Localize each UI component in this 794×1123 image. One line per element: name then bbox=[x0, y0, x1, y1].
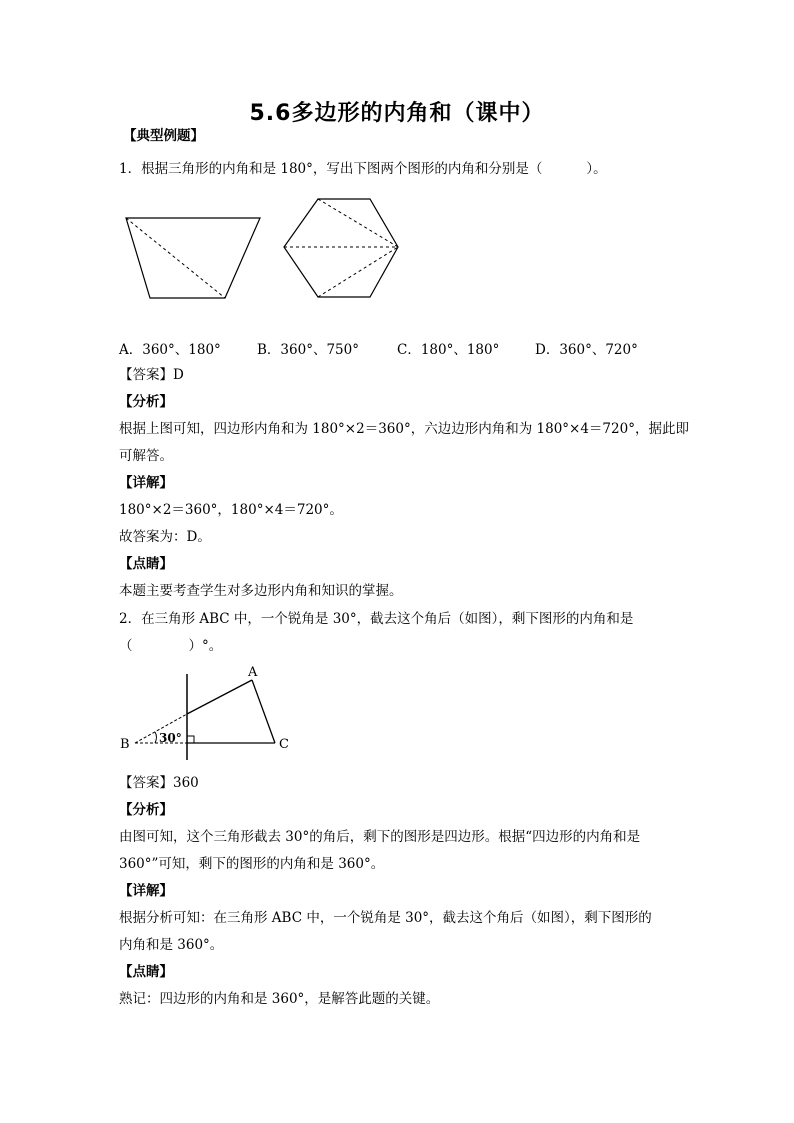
q1-option-b: B．360°、750° bbox=[257, 342, 359, 358]
q1-analysis-line-2: 可解答。 bbox=[119, 448, 173, 464]
q2-detail-line-2: 内角和是 360°。 bbox=[119, 937, 224, 953]
q1-stem-before: 1．根据三角形的内角和是 180°，写出下图两个图形的内角和分别是（ bbox=[119, 161, 543, 177]
q1-comment-label: 【点睛】 bbox=[119, 556, 173, 572]
q2-analysis-label: 【分析】 bbox=[119, 802, 173, 818]
q2-stem-line-1: 2．在三角形 ABC 中，一个锐角是 30°，截去这个角后（如图），剩下图形的内角和是 bbox=[119, 611, 634, 627]
hexagon-diagonal-3 bbox=[318, 247, 398, 297]
q2-detail-line-1: 根据分析可知：在三角形 ABC 中，一个锐角是 30°，截去这个角后（如图），剩下图形的 bbox=[119, 910, 652, 926]
q1-stem bbox=[119, 160, 679, 178]
q2-detail-label: 【详解】 bbox=[119, 883, 173, 899]
q2-analysis-line-1: 由图可知，这个三角形截去 30°的角后，剩下的图形是四边形。根据“四边形的内角和是 bbox=[119, 829, 641, 845]
trapezoid-outline bbox=[126, 218, 260, 298]
q2-paren-close: ）°。 bbox=[188, 638, 223, 654]
q1-option-a: A．360°、180° bbox=[119, 342, 221, 358]
page-title: 5.6多边形的内角和（课中） bbox=[249, 101, 545, 126]
label-vertex-c: C bbox=[279, 737, 289, 752]
q1-analysis-label: 【分析】 bbox=[119, 394, 173, 410]
q1-hexagon-figure bbox=[278, 195, 408, 305]
hexagon-outline bbox=[284, 199, 398, 297]
trapezoid-diagonal bbox=[126, 218, 225, 298]
q1-option-d: D．360°、720° bbox=[535, 342, 638, 358]
q2-paren-open: （ bbox=[119, 638, 133, 654]
segment-a-cut bbox=[187, 680, 252, 714]
q1-option-c: C．180°、180° bbox=[397, 342, 500, 358]
q2-comment-label: 【点睛】 bbox=[119, 964, 173, 980]
q1-detail-line-2: 故答案为：D。 bbox=[119, 529, 211, 545]
q2-stem-line-2 bbox=[119, 637, 679, 655]
section-label: 【典型例题】 bbox=[123, 128, 204, 144]
label-angle-30: 30° bbox=[159, 731, 182, 745]
hexagon-diagonal-1 bbox=[318, 199, 398, 247]
q1-analysis-line-1: 根据上图可知，四边形内角和为 180°×2＝360°，六边边形内角和为 180°×4＝720°，据此即 bbox=[119, 421, 689, 437]
q2-analysis-line-2: 360°”可知，剩下的图形的内角和是 360°。 bbox=[119, 856, 385, 872]
label-vertex-b: B bbox=[120, 737, 130, 752]
segment-ac bbox=[252, 680, 275, 743]
q2-comment-line: 熟记：四边形的内角和是 360°，是解答此题的关键。 bbox=[119, 991, 440, 1007]
q1-trapezoid-figure bbox=[120, 210, 270, 305]
right-angle-mark bbox=[187, 736, 194, 743]
q1-answer: 【答案】D bbox=[119, 367, 184, 383]
q1-comment-line: 本题主要考查学生对多边形内角和知识的掌握。 bbox=[119, 583, 403, 599]
q1-stem-after: ）。 bbox=[586, 161, 607, 177]
label-vertex-a: A bbox=[248, 665, 258, 680]
q2-triangle-figure bbox=[115, 660, 300, 765]
q1-detail-line-1: 180°×2＝360°，180°×4＝720°。 bbox=[119, 502, 343, 518]
q2-answer: 【答案】360 bbox=[119, 775, 199, 791]
q1-detail-label: 【详解】 bbox=[119, 475, 173, 491]
angle-arc bbox=[155, 732, 157, 743]
